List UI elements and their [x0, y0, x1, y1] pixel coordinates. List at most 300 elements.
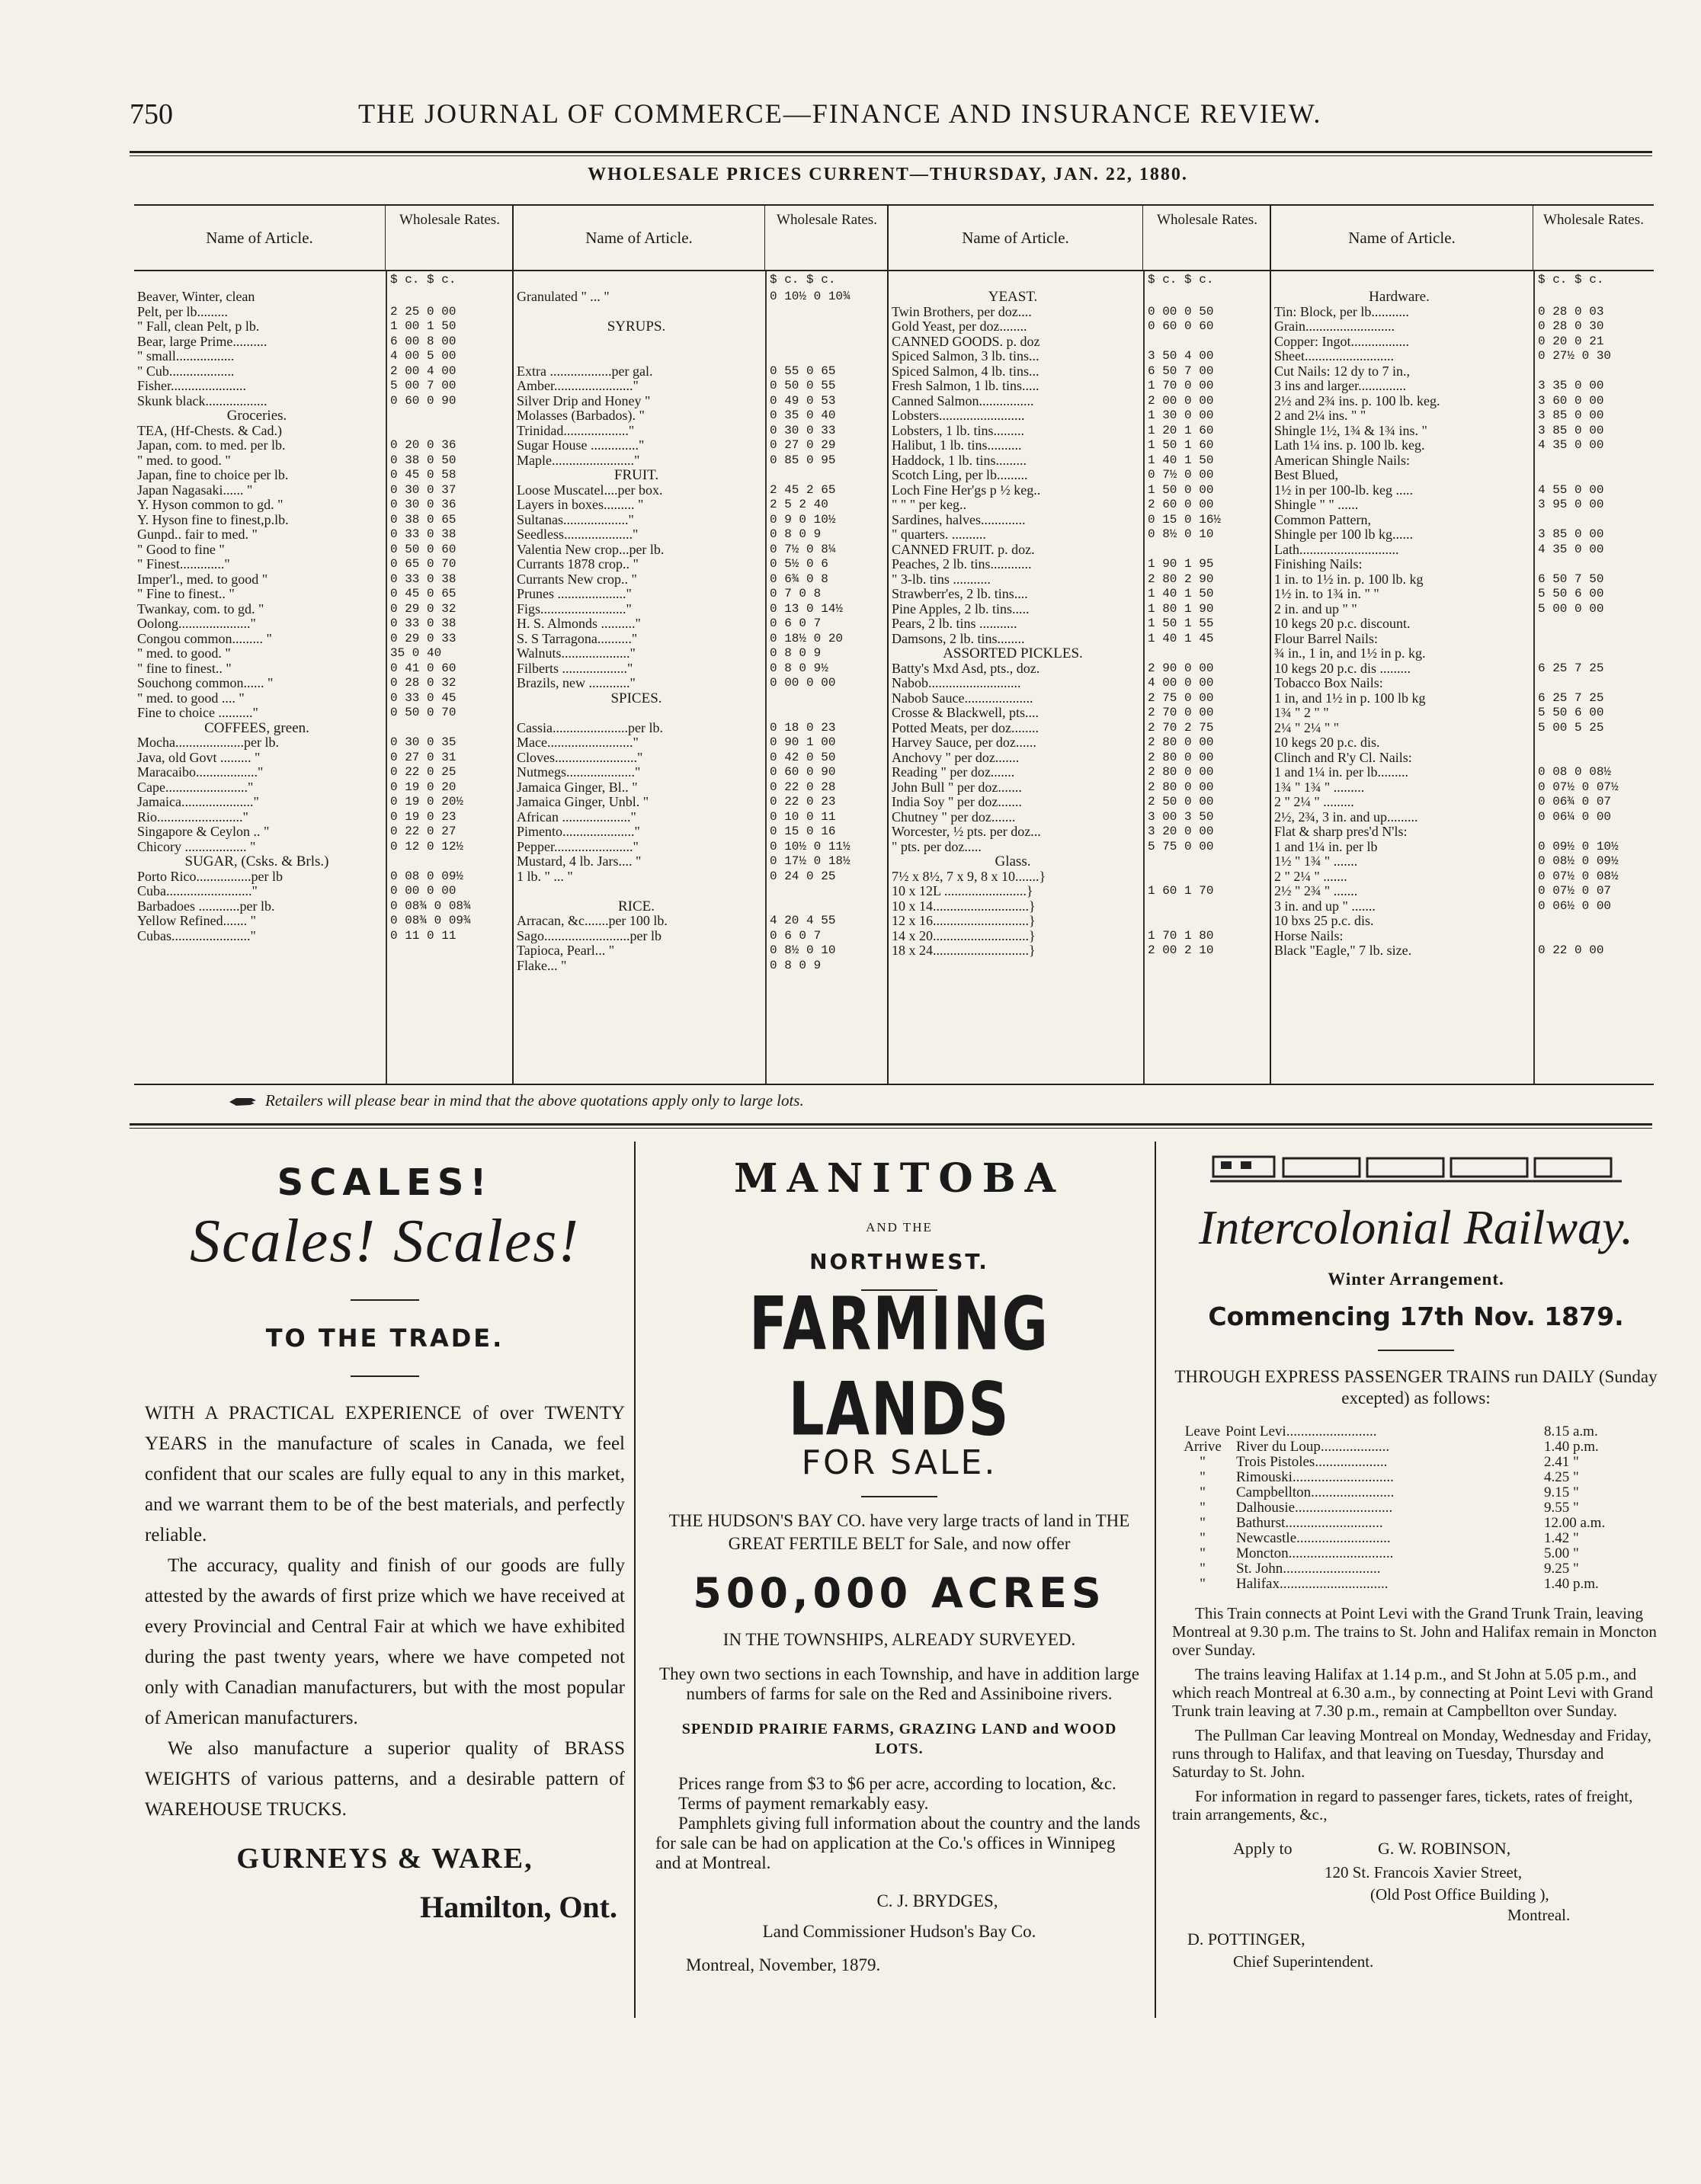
article-name: 10 kegs 20 p.c. dis.	[1274, 735, 1380, 750]
article-rate: 0 06½ 0 00	[1538, 898, 1612, 913]
schedule-prefix: Arrive	[1184, 1439, 1222, 1455]
article-name: H. S. Almonds .........."	[517, 616, 641, 631]
schedule-time: 8.15 a.m.	[1544, 1423, 1598, 1439]
article-name: Shingle " " ......	[1274, 498, 1359, 512]
price-row	[514, 840, 887, 855]
price-row	[134, 706, 512, 721]
article-name: Japan, com. to med. per lb.	[137, 438, 286, 453]
article-name: Y. Hyson common to gd. "	[137, 498, 284, 512]
article-rate: 1 80 1 90	[1148, 601, 1214, 616]
agent-addr-2: (Old Post Office Building ),	[1370, 1885, 1549, 1904]
article-name: RICE.	[617, 898, 655, 914]
article-name: 10 bxs 25 p.c. dis.	[1274, 914, 1374, 928]
railway-through: THROUGH EXPRESS PASSENGER TRAINS run DAILY (Sunday excepted) as follows:	[1174, 1367, 1658, 1407]
article-name: Twankay, com. to gd. "	[137, 601, 264, 616]
price-row	[514, 795, 887, 810]
railway-apply	[1172, 1839, 1660, 1860]
article-name: Oolong....................."	[137, 616, 256, 631]
article-name: Barbadoes ............per lb.	[137, 898, 275, 914]
price-row	[134, 364, 512, 379]
article-name: 7½ x 8½, 7 x 9, 8 x 10.......}	[892, 869, 1046, 884]
price-row	[889, 408, 1270, 424]
article-name: Pine Apples, 2 lb. tins.....	[892, 601, 1030, 616]
article-rate: 1 00 1 50	[390, 319, 456, 333]
article-rate: 2 80 0 00	[1148, 780, 1214, 794]
price-row	[1271, 305, 1654, 320]
price-section-heading	[514, 319, 887, 335]
article-name: 3 ins and larger..............	[1274, 379, 1407, 393]
article-name: 1½ in per 100-lb. keg .....	[1274, 482, 1413, 498]
article-rate: 2 00 2 10	[1148, 943, 1214, 957]
price-row	[514, 884, 887, 899]
article-rate: 4 20 4 55	[770, 914, 836, 927]
article-name: 1 in, and 1½ in p. 100 lb kg	[1274, 690, 1426, 706]
price-row	[514, 335, 887, 350]
price-row	[514, 765, 887, 780]
article-name: " Cub...................	[137, 363, 235, 379]
price-row	[1271, 691, 1654, 706]
price-row	[134, 438, 512, 453]
article-name: " pts. per doz.....	[892, 839, 982, 854]
schedule-row	[1180, 1500, 1652, 1516]
manitoba-and-the: AND THE	[866, 1220, 933, 1235]
article-name: 1 and 1¼ in. per lb	[1274, 839, 1378, 854]
ad-divider-1	[634, 1142, 636, 2018]
manitoba-para-3: Terms of payment remarkably easy.	[678, 1794, 929, 1813]
for-sale: FOR SALE.	[801, 1443, 998, 1482]
train-icon	[1210, 1152, 1622, 1186]
price-row	[514, 394, 887, 409]
article-rate: 0 08¾ 0 08¾	[390, 898, 471, 913]
price-row	[889, 453, 1270, 469]
prices-subtitle: WHOLESALE PRICES CURRENT—THURSDAY, JAN. 22, 1880.	[588, 165, 1188, 184]
article-name: Sardines, halves.............	[892, 512, 1026, 527]
price-row	[1271, 483, 1654, 498]
price-row	[1271, 795, 1654, 810]
price-rows	[514, 290, 887, 973]
price-row	[514, 959, 887, 974]
article-name: CANNED FRUIT. p. doz.	[892, 542, 1035, 557]
price-row	[889, 587, 1270, 602]
article-name: Sheet..........................	[1274, 349, 1394, 363]
article-name: Trinidad..................."	[517, 423, 635, 438]
article-rate: 1 50 0 00	[1148, 482, 1214, 497]
price-row	[134, 557, 512, 572]
price-column	[1271, 206, 1654, 1084]
schedule-time: 4.25 "	[1544, 1469, 1579, 1485]
schedule-row	[1180, 1546, 1652, 1561]
article-name: Arracan, &c.......per 100 lb.	[517, 914, 668, 928]
manitoba-northwest: NORTHWEST.	[809, 1249, 989, 1274]
price-row	[134, 869, 512, 885]
schedule-station: Newcastle..........................	[1236, 1531, 1391, 1546]
article-rate: 0 30 0 33	[770, 423, 836, 437]
article-rate: 0 7½ 0 8¼	[770, 542, 836, 556]
article-name: 2 " 2¼ " .........	[1274, 795, 1354, 809]
price-row	[889, 735, 1270, 751]
article-name: Japan Nagasaki...... "	[137, 482, 253, 498]
article-rate: 0 28 0 30	[1538, 319, 1604, 333]
article-name: Mustard, 4 lb. Jars.... "	[517, 854, 642, 869]
article-name: ASSORTED PICKLES.	[943, 646, 1083, 661]
article-name: Sugar House .............."	[517, 438, 645, 453]
price-row	[1271, 661, 1654, 677]
article-rate: 0 50 0 55	[770, 379, 836, 392]
price-row	[134, 527, 512, 543]
price-row	[514, 587, 887, 602]
schedule-time: 1.42 "	[1544, 1530, 1579, 1546]
railway-schedule	[1172, 1424, 1660, 1592]
supt-name: D. POTTINGER,	[1187, 1929, 1305, 1949]
price-row	[889, 319, 1270, 335]
article-rate: 2 80 0 00	[1148, 765, 1214, 779]
scales-script: Scales! Scales!	[189, 1208, 581, 1275]
article-name: Currants New crop.. "	[517, 572, 637, 587]
price-row	[134, 379, 512, 394]
price-row	[514, 676, 887, 691]
journal-title: THE JOURNAL OF COMMERCE—FINANCE AND INSURANCE REVIEW.	[358, 98, 1322, 129]
article-name: Fisher......................	[137, 379, 247, 393]
article-name: Yellow Refined....... "	[137, 914, 257, 928]
article-name: 2¼ " 2¼ " "	[1274, 720, 1340, 735]
article-name: FRUIT.	[613, 468, 659, 483]
manitoba-signer-title: Land Commissioner Hudson's Bay Co.	[762, 1922, 1036, 1941]
price-row	[889, 335, 1270, 350]
schedule-prefix: "	[1200, 1469, 1206, 1485]
price-row	[134, 602, 512, 617]
name-of-article-header: Name of Article.	[134, 206, 386, 270]
article-rate: 0 10 0 11	[770, 809, 836, 824]
price-row	[1271, 572, 1654, 588]
article-rate: 0 27½ 0 30	[1538, 349, 1612, 363]
price-section-heading	[889, 646, 1270, 661]
article-rate: 1 70 1 80	[1148, 928, 1214, 943]
scales-para-3: We also manufacture a superior quality of BRASS WEIGHTS of various patterns, and a desirable pattern of WAREHOUSE TRUCKS.	[145, 1738, 625, 1820]
article-rate: 0 07½ 0 07	[1538, 884, 1612, 898]
article-name: 1 and 1¼ in. per lb.........	[1274, 765, 1408, 780]
article-name: Skunk black..................	[137, 393, 267, 408]
article-name: Shingle per 100 lb kg......	[1274, 527, 1413, 542]
article-name: Pimento....................."	[517, 825, 640, 839]
price-row	[889, 379, 1270, 394]
price-row	[134, 305, 512, 320]
article-name: " med. to good. "	[137, 453, 231, 468]
price-row	[1271, 765, 1654, 780]
article-name: Amber......................."	[517, 379, 639, 393]
article-rate: 5 00 0 00	[1538, 601, 1604, 616]
article-rate: 0 7 0 8	[770, 587, 822, 600]
price-row	[1271, 557, 1654, 572]
railway-para-4: For information in regard to passenger fares, tickets, rates of freight, train arrangements, &c.,	[1172, 1787, 1633, 1824]
article-name: SPICES.	[610, 690, 662, 706]
schedule-row	[1180, 1516, 1652, 1531]
article-name: " med. to good .... "	[137, 690, 245, 706]
price-row	[1271, 364, 1654, 379]
article-name: Souchong common...... "	[137, 676, 274, 690]
farming-lands: FARMING LANDS	[748, 1282, 1050, 1452]
header-rule-thin	[130, 155, 1652, 156]
price-column-header	[889, 206, 1271, 271]
price-row	[1271, 646, 1654, 661]
article-name: Harvey Sauce, per doz......	[892, 735, 1036, 750]
article-rate: 1 20 1 60	[1148, 423, 1214, 437]
article-name: Halibut, 1 lb. tins..........	[892, 438, 1022, 453]
article-name: Sultanas..................."	[517, 512, 634, 527]
price-row	[514, 364, 887, 379]
price-row	[134, 290, 512, 305]
price-row	[134, 810, 512, 825]
article-name: 1½ " 1¾ " .......	[1274, 854, 1358, 869]
scales-subhead: TO THE TRADE.	[265, 1324, 505, 1353]
article-rate: 0 41 0 60	[390, 661, 456, 675]
article-name: 2 " 2¼ " .......	[1274, 869, 1347, 884]
article-name: Prunes ...................."	[517, 587, 632, 601]
article-rate: 0 22 0 25	[390, 765, 456, 779]
price-row	[134, 691, 512, 706]
price-row	[134, 572, 512, 588]
article-rate: 3 50 4 00	[1148, 349, 1214, 363]
price-row	[514, 661, 887, 677]
article-rate: 0 8 0 9½	[770, 661, 828, 675]
article-rate: 0 10½ 0 11½	[770, 839, 850, 853]
article-rate: 0 12 0 12½	[390, 839, 464, 853]
price-row	[134, 751, 512, 766]
article-name: Singapore & Ceylon .. "	[137, 825, 270, 839]
article-name: Pelt, per lb.........	[137, 304, 228, 319]
article-rate: 0 08¾ 0 09¾	[390, 914, 471, 927]
article-name: 1 lb. " ... "	[517, 869, 573, 884]
article-name: 10 x 14............................}	[892, 898, 1036, 914]
apply-to: Apply to	[1233, 1839, 1293, 1858]
price-row	[514, 290, 887, 305]
schedule-prefix: "	[1200, 1515, 1206, 1531]
article-rate: 5 00 5 25	[1538, 720, 1604, 735]
price-row	[889, 914, 1270, 929]
currency-header: $ c. $ c.	[770, 273, 836, 287]
price-row	[134, 349, 512, 364]
article-rate: 6 50 7 50	[1538, 572, 1604, 586]
header-rule	[130, 151, 1652, 153]
price-row	[889, 869, 1270, 885]
price-section-heading	[1271, 290, 1654, 305]
price-row	[889, 424, 1270, 439]
article-name: Reading " per doz.......	[892, 765, 1015, 780]
article-name: Jamaica Ginger, Bl.. "	[517, 780, 638, 795]
price-row	[134, 735, 512, 751]
scales-rule	[351, 1299, 419, 1301]
article-rate: 0 11 0 11	[390, 928, 456, 943]
article-rate: 4 00 5 00	[390, 349, 456, 363]
price-row	[889, 765, 1270, 780]
article-rate: 0 22 0 23	[770, 795, 836, 809]
price-row	[1271, 438, 1654, 453]
article-rate: 2 45 2 65	[770, 482, 836, 497]
article-name: Japan, fine to choice per lb.	[137, 468, 289, 482]
price-row	[134, 453, 512, 469]
price-row	[889, 780, 1270, 796]
schedule-prefix: "	[1200, 1530, 1206, 1546]
article-name: Nabob Sauce....................	[892, 690, 1033, 706]
schedule-time: 1.40 p.m.	[1544, 1576, 1599, 1592]
manitoba-intro: THE HUDSON'S BAY CO. have very large tracts of land in THE GREAT FERTILE BELT for Sale, and now offer	[668, 1511, 1130, 1553]
price-section-heading	[514, 899, 887, 914]
article-rate: 0 8 0 9	[770, 646, 822, 660]
article-name: " med. to good. "	[137, 646, 231, 661]
schedule-time: 12.00 a.m.	[1544, 1515, 1606, 1531]
article-rate: 0 38 0 50	[390, 453, 456, 467]
pointing-hand-icon	[229, 1096, 258, 1108]
article-rate: 0 50 0 70	[390, 706, 456, 719]
article-rate: 0 33 0 38	[390, 572, 456, 586]
price-row	[514, 543, 887, 558]
price-row	[889, 349, 1270, 364]
price-row	[1271, 498, 1654, 513]
article-rate: 0 65 0 70	[390, 557, 456, 571]
railway-para-1: This Train connects at Point Levi with the Grand Trunk Train, leaving Montreal at 9.30 p.m. The trains to St. John and Halifax remain in Moncton over Sunday.	[1172, 1604, 1657, 1659]
article-rate: 0 49 0 53	[770, 393, 836, 408]
article-rate: 35 0 40	[390, 646, 442, 660]
scales-ad	[145, 1135, 625, 2035]
price-row	[889, 825, 1270, 840]
article-name: Java, old Govt ......... "	[137, 750, 261, 765]
price-column	[134, 206, 514, 1084]
schedule-station: St. John...........................	[1236, 1561, 1381, 1577]
article-rate: 0 09½ 0 10½	[1538, 839, 1619, 853]
article-name: 2½, 2¾, 3 in. and up.........	[1274, 809, 1418, 825]
article-rate: 0 15 0 16½	[1148, 512, 1222, 527]
article-name: 12 x 16............................}	[892, 914, 1036, 928]
price-section-heading	[134, 408, 512, 424]
article-rate: 1 60 1 70	[1148, 884, 1214, 898]
article-name: 2½ " 2¾ " .......	[1274, 884, 1358, 898]
price-row	[134, 632, 512, 647]
schedule-prefix: "	[1200, 1484, 1206, 1500]
article-name: Cut Nails: 12 dy to 7 in.,	[1274, 363, 1411, 379]
article-rate: 0 45 0 65	[390, 587, 456, 600]
price-row	[514, 424, 887, 439]
article-name: Pears, 2 lb. tins ...........	[892, 616, 1017, 631]
price-row	[1271, 854, 1654, 869]
schedule-row	[1180, 1485, 1652, 1500]
price-row	[134, 394, 512, 409]
article-name: Haddock, 1 lb. tins.........	[892, 453, 1027, 468]
price-row	[1271, 394, 1654, 409]
footnote-text: Retailers will please bear in mind that the above quotations apply only to large lots.	[265, 1091, 804, 1110]
article-rate: 0 42 0 50	[770, 750, 836, 764]
schedule-prefix: "	[1200, 1500, 1206, 1516]
schedule-station: Campbellton.......................	[1236, 1485, 1395, 1500]
article-name: 2 in. and up " "	[1274, 601, 1357, 616]
article-name: Peaches, 2 lb. tins............	[892, 557, 1032, 572]
article-name: Cassia......................per lb.	[517, 720, 663, 735]
price-row	[889, 305, 1270, 320]
article-name: Twin Brothers, per doz....	[892, 304, 1032, 319]
article-rate: 0 6¾ 0 8	[770, 572, 828, 586]
price-row	[1271, 616, 1654, 632]
article-name: Flat & sharp pres'd N'ls:	[1274, 825, 1408, 839]
price-row	[1271, 706, 1654, 721]
price-row	[1271, 914, 1654, 929]
article-name: Chutney " per doz.......	[892, 809, 1016, 825]
article-rate: 5 00 7 00	[390, 379, 456, 392]
price-row	[134, 840, 512, 855]
schedule-row	[1180, 1561, 1652, 1577]
price-row	[1271, 453, 1654, 469]
price-row	[134, 929, 512, 944]
article-rate: 0 60 0 60	[1148, 319, 1214, 333]
price-row	[889, 616, 1270, 632]
article-rate: 0 08 0 09½	[390, 869, 464, 883]
price-row	[889, 929, 1270, 944]
railway-rule	[1378, 1350, 1454, 1351]
price-row	[1271, 676, 1654, 691]
supt-title: Chief Superintendent.	[1233, 1952, 1374, 1971]
price-row	[514, 929, 887, 944]
scales-city: Hamilton, Ont.	[420, 1890, 617, 1924]
article-name: Currants 1878 crop.. "	[517, 557, 639, 572]
article-name: 2½ and 2¾ ins. p. 100 lb. keg.	[1274, 393, 1440, 408]
article-name: ¾ in., 1 in, and 1½ in p. kg.	[1274, 646, 1426, 661]
price-row	[1271, 468, 1654, 483]
article-rate: 3 00 3 50	[1148, 809, 1214, 824]
price-row	[514, 557, 887, 572]
price-section-heading	[134, 721, 512, 736]
article-rate: 1 50 1 55	[1148, 616, 1214, 630]
article-rate: 6 50 7 00	[1148, 363, 1214, 378]
price-column	[514, 206, 889, 1084]
article-rate: 1 40 1 50	[1148, 587, 1214, 600]
article-name: 2 and 2¼ ins. " "	[1274, 408, 1366, 423]
price-row	[1271, 379, 1654, 394]
article-rate: 4 00 0 00	[1148, 676, 1214, 690]
price-row	[134, 468, 512, 483]
article-name: Worcester, ½ pts. per doz...	[892, 825, 1041, 839]
price-row	[514, 780, 887, 796]
schedule-station: Trois Pistoles....................	[1236, 1455, 1388, 1470]
schedule-row	[1180, 1470, 1652, 1485]
article-name: Cape........................"	[137, 780, 254, 795]
currency-header: $ c. $ c.	[1148, 273, 1214, 287]
article-rate: 1 40 1 45	[1148, 631, 1214, 645]
manitoba-splendid: SPENDID PRAIRIE FARMS, GRAZING LAND and WOOD LOTS.	[681, 1721, 1117, 1757]
article-rate: 3 60 0 00	[1538, 393, 1604, 408]
currency-header: $ c. $ c.	[1538, 273, 1604, 287]
price-row	[1271, 810, 1654, 825]
article-rate: 6 00 8 00	[390, 334, 456, 348]
article-rate: 0 33 0 45	[390, 690, 456, 705]
price-row	[1271, 543, 1654, 558]
price-row	[1271, 840, 1654, 855]
article-name: Crosse & Blackwell, pts....	[892, 706, 1039, 720]
article-rate: 2 90 0 00	[1148, 661, 1214, 675]
article-rate: 0 7½ 0 00	[1148, 468, 1214, 482]
article-rate: 0 9 0 10½	[770, 512, 836, 527]
article-name: Walnuts...................."	[517, 646, 636, 661]
price-row	[514, 438, 887, 453]
article-name: Brazils, new ............"	[517, 676, 636, 690]
agent-name: G. W. ROBINSON,	[1378, 1839, 1511, 1858]
manitoba-signer: C. J. BRYDGES,	[876, 1891, 998, 1910]
article-rate: 2 70 0 00	[1148, 706, 1214, 719]
article-rate: 1 30 0 00	[1148, 408, 1214, 422]
price-row	[134, 780, 512, 796]
article-rate: 0 08½ 0 09½	[1538, 854, 1619, 868]
price-row	[1271, 943, 1654, 959]
article-name: Spiced Salmon, 4 lb. tins...	[892, 363, 1040, 379]
article-rate: 0 13 0 14½	[770, 601, 844, 616]
article-rate: 0 8½ 0 10	[770, 943, 836, 957]
article-rate: 0 8½ 0 10	[1148, 527, 1214, 541]
